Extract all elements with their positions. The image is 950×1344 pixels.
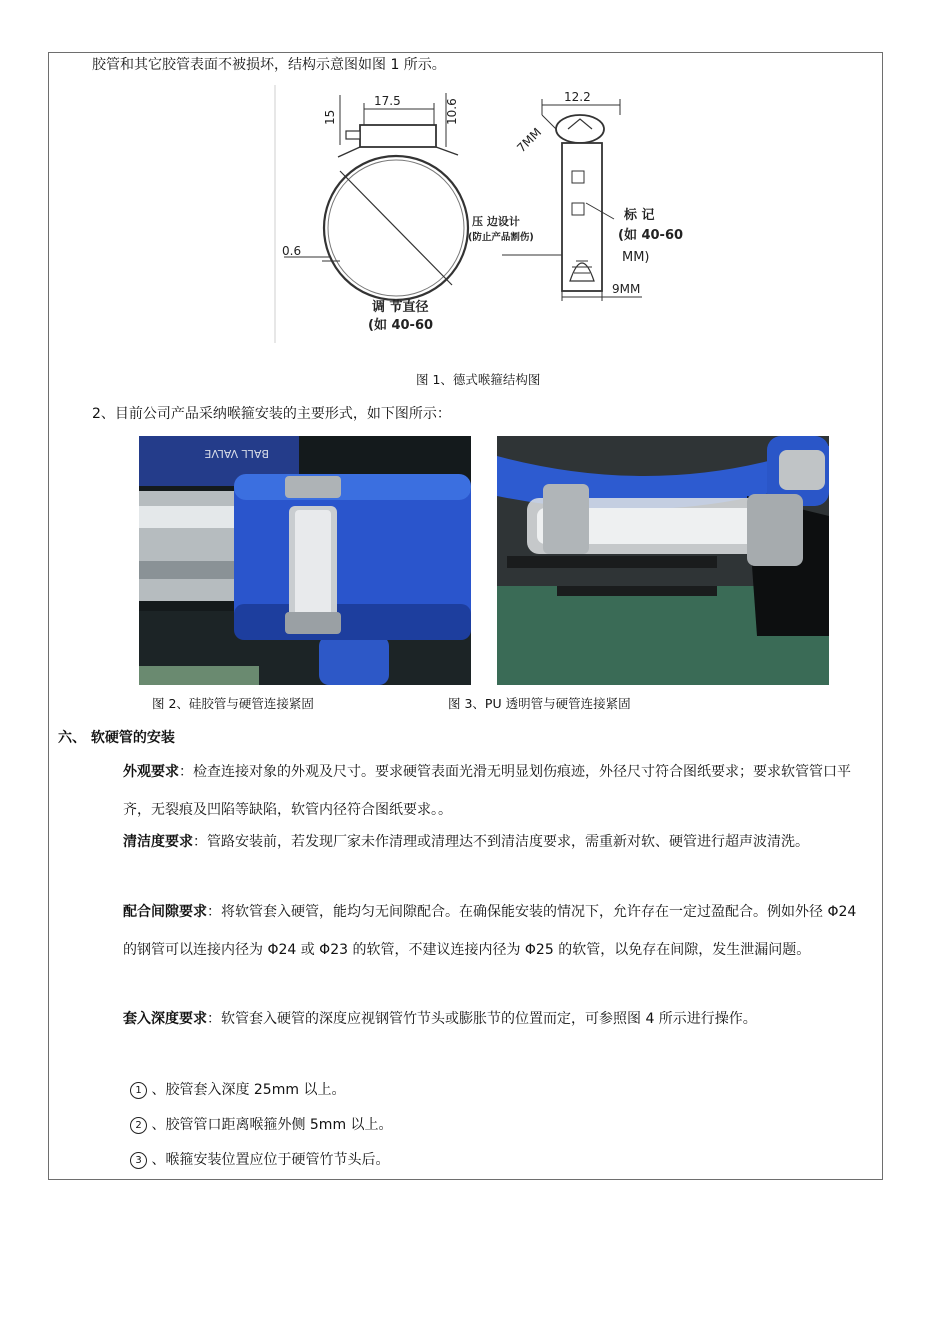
list-marker: 2: [130, 1117, 147, 1134]
list-text: 、胶管套入深度 25mm 以上。: [151, 1082, 346, 1098]
requirement-cleanliness: [123, 823, 873, 861]
requirement-text: ：检查连接对象的外观及尺寸。要求硬管表面光滑无明显划伤痕迹，外径尺寸符合图纸要求；要求软管管口平齐，无裂痕及凹陷等缺陷，软管内径符合图纸要求。。: [123, 764, 851, 818]
section-title: 软硬管的安装: [90, 730, 175, 746]
requirement-text: ：软管套入硬管的深度应视钢管竹节头或膨胀节的位置而定，可参照图 4 所示进行操作。: [207, 1011, 757, 1027]
requirement-appearance: [123, 753, 873, 829]
dim-7mm: 7MM: [514, 125, 545, 156]
figure1-drawing: [274, 85, 694, 343]
list-item: [130, 1150, 389, 1170]
pu-tube-photo: [497, 436, 829, 685]
dim-17-5: 17.5: [374, 94, 401, 108]
dim-0-6: 0.6: [282, 244, 302, 258]
mark-label-3: MM): [622, 250, 650, 265]
mark-label-1: 标 记: [624, 208, 655, 223]
dim-12-2: 12.2: [564, 90, 591, 104]
diameter-label-1: 调 节直径: [372, 300, 429, 315]
diameter-label-2: (如 40-60: [368, 318, 434, 333]
list-item: [130, 1080, 345, 1100]
figure3-caption: 图 3、PU 透明管与硬管连接紧固: [448, 696, 631, 711]
figure3-photo: [497, 436, 829, 685]
requirement-text: ：将软管套入硬管，能均匀无间隙配合。在确保能安装的情况下，允许存在一定过盈配合。例如外径 Φ24 的钢管可以连接内径为 Φ24 或 Φ23 的软管，不建议连接内径为 Φ25 的软管，以免存在间隙，发生泄漏问题。: [123, 904, 857, 958]
list-marker: 3: [130, 1152, 147, 1169]
hose-print: BALL VALVE: [204, 447, 269, 460]
silicone-hose-photo: [139, 436, 471, 685]
crimp-label-1: 压 边设计: [472, 215, 520, 228]
hose-clamp-diagram: [274, 85, 694, 343]
crimp-label-2: (防止产品割伤): [468, 232, 534, 243]
section-heading: [58, 728, 175, 748]
dim-10-6: 10.6: [445, 98, 459, 125]
requirement-label: 套入深度要求: [123, 1011, 207, 1027]
requirement-insertion-depth: [123, 1000, 873, 1038]
requirement-label: 外观要求: [123, 764, 179, 780]
mark-label-2: (如 40-60: [618, 228, 684, 243]
requirement-fit-clearance: [123, 893, 873, 969]
dim-9mm: 9MM: [612, 282, 641, 296]
list-text: 、喉箍安装位置应位于硬管竹节头后。: [151, 1152, 390, 1168]
line-2: 2、目前公司产品采纳喉箍安装的主要形式，如下图所示：: [92, 406, 451, 422]
requirement-text: ：管路安装前，若发现厂家未作清理或清理达不到清洁度要求，需重新对软、硬管进行超声波清洗。: [193, 834, 809, 850]
dim-15: 15: [323, 109, 337, 125]
list-marker: 1: [130, 1082, 147, 1099]
requirement-label: 清洁度要求: [123, 834, 193, 850]
figure2-photo: [139, 436, 471, 685]
intro-line: 胶管和其它胶管表面不被损坏，结构示意图如图 1 所示。: [92, 57, 446, 73]
list-item: [130, 1115, 393, 1135]
section-number: 六、: [58, 730, 86, 746]
figure2-caption: 图 2、硅胶管与硬管连接紧固: [152, 696, 314, 711]
requirement-label: 配合间隙要求: [123, 904, 207, 920]
list-text: 、胶管管口距离喉箍外侧 5mm 以上。: [151, 1117, 393, 1133]
figure1-caption: 图 1、德式喉箍结构图: [416, 372, 541, 387]
